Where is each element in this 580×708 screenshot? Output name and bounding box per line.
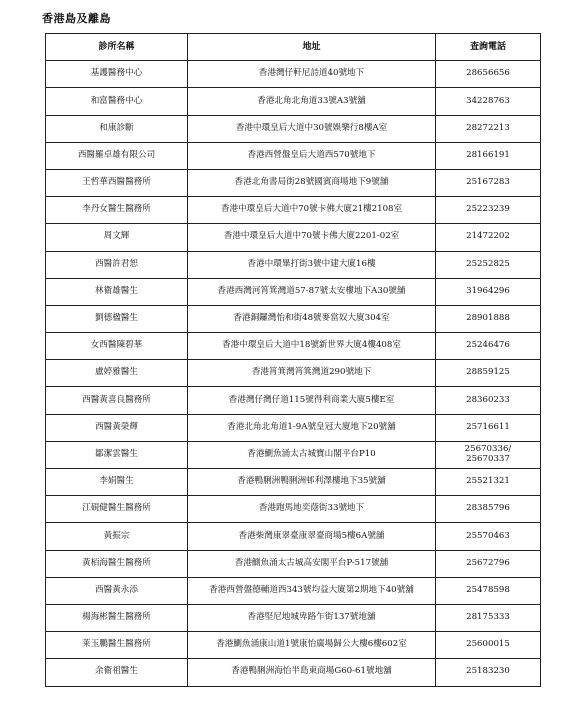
phone-cell: 28901888 <box>436 305 541 332</box>
phone-cell: 31964296 <box>436 278 541 305</box>
clinic-name-cell: 基護醫務中心 <box>46 61 188 88</box>
clinic-name-cell: 江硯健醫生醫務所 <box>46 496 188 523</box>
address-cell: 香港北角北角道1-9A號皇冠大廈地下20號舖 <box>188 414 436 441</box>
address-cell: 香港北角北角道33號A3號舖 <box>188 88 436 115</box>
clinic-name-cell: 西醫許君恕 <box>46 251 188 278</box>
clinic-name-cell: 周文輝 <box>46 224 188 251</box>
table-row <box>46 469 541 496</box>
address-cell: 香港筲箕灣筲箕灣道290號地下 <box>188 360 436 387</box>
table-row <box>46 278 541 305</box>
address-cell: 香港灣仔灣仔道115號得利商業大廈5樓E室 <box>188 387 436 414</box>
address-cell: 香港西營盤皇后大道西570號地下 <box>188 142 436 169</box>
address-cell: 香港鴨脷洲鴨脷洲邨利澤樓地下35號舖 <box>188 469 436 496</box>
address-cell: 香港中環皇后大道中70號卡佛大廈21樓2108室 <box>188 197 436 224</box>
address-cell: 香港西營盤德輔道西343號均益大廈第2期地下40號舖 <box>188 577 436 604</box>
clinic-name-cell: 林衛雄醫生 <box>46 278 188 305</box>
address-cell: 香港鰂魚涌太古城高安閣平台P-517號舖 <box>188 550 436 577</box>
address-cell: 香港柴灣康翠臺康翠臺商場5樓6A號舖 <box>188 523 436 550</box>
address-cell: 香港跑馬地奕蔭街33號地下 <box>188 496 436 523</box>
phone-cell: 25600015 <box>436 632 541 659</box>
table-row <box>46 659 541 686</box>
table-row <box>46 251 541 278</box>
phone-cell: 25478598 <box>436 577 541 604</box>
phone-cell: 28385796 <box>436 496 541 523</box>
phone-cell: 25672796 <box>436 550 541 577</box>
address-cell: 香港中環皇后大道中30號娛樂行8樓A室 <box>188 115 436 142</box>
phone-cell: 25246476 <box>436 333 541 360</box>
header-phone: 查詢電話 <box>436 34 541 61</box>
table-row <box>46 387 541 414</box>
clinic-name-cell: 王哲華西醫醫務所 <box>46 169 188 196</box>
phone-cell: 25183230 <box>436 659 541 686</box>
clinic-name-cell: 劉德楹醫生 <box>46 305 188 332</box>
section-title: 香港島及離島 <box>42 12 111 25</box>
table-row <box>46 142 541 169</box>
address-cell: 香港堅尼地城卑路乍街137號地舖 <box>188 604 436 631</box>
clinic-name-cell: 余衛祖醫生 <box>46 659 188 686</box>
clinic-name-cell: 和富醫務中心 <box>46 88 188 115</box>
phone-cell: 28272213 <box>436 115 541 142</box>
address-cell: 香港中環畢打街3號中建大廈16樓 <box>188 251 436 278</box>
clinic-name-cell: 和康診斷 <box>46 115 188 142</box>
phone-cell: 25716611 <box>436 414 541 441</box>
table-row <box>46 632 541 659</box>
phone-cell: 25252825 <box>436 251 541 278</box>
clinic-name-cell: 西醫黃喜良醫務所 <box>46 387 188 414</box>
address-cell: 香港鴨脷洲海怡半島東商場G60-61號地舖 <box>188 659 436 686</box>
clinic-name-cell: 莱玉鵬醫生醫務所 <box>46 632 188 659</box>
table-row <box>46 169 541 196</box>
clinic-name-cell: 楊海彬醫生醫務所 <box>46 604 188 631</box>
phone-cell: 34228763 <box>436 88 541 115</box>
header-clinic-name: 診所名稱 <box>46 34 188 61</box>
clinic-name-cell: 西醫羅卓雄有限公司 <box>46 142 188 169</box>
clinic-name-cell: 西醫黃榮輝 <box>46 414 188 441</box>
address-cell: 香港銅鑼灣怡和街48號麥當奴大廈304室 <box>188 305 436 332</box>
phone-cell: 28175333 <box>436 604 541 631</box>
address-cell: 香港鰂魚涌康山道1號康怡廣場歸公大樓6樓602室 <box>188 632 436 659</box>
table-row <box>46 115 541 142</box>
clinic-name-cell: 黃栢海醫生醫務所 <box>46 550 188 577</box>
clinic-name-cell: 黃振宗 <box>46 523 188 550</box>
table-row <box>46 577 541 604</box>
clinic-name-cell: 西醫黃永添 <box>46 577 188 604</box>
address-cell: 香港灣仔軒尼詩道40號地下 <box>188 61 436 88</box>
table-row <box>46 523 541 550</box>
address-cell: 香港鰂魚涌太古城寶山閣平台P10 <box>188 441 436 468</box>
table-row <box>46 414 541 441</box>
table-row <box>46 550 541 577</box>
phone-cell: 25167283 <box>436 169 541 196</box>
phone-cell: 28360233 <box>436 387 541 414</box>
table-header-row <box>46 34 541 61</box>
table-row <box>46 197 541 224</box>
table-row <box>46 360 541 387</box>
table-row <box>46 496 541 523</box>
phone-cell: 25670336/ 25670337 <box>436 441 541 468</box>
phone-cell: 25223239 <box>436 197 541 224</box>
table-row <box>46 333 541 360</box>
table-row <box>46 604 541 631</box>
clinic-name-cell: 盧婷雅醫生 <box>46 360 188 387</box>
address-cell: 香港西灣河筲箕灣道57-87號太安樓地下A30號舖 <box>188 278 436 305</box>
phone-cell: 25521321 <box>436 469 541 496</box>
table-row <box>46 88 541 115</box>
phone-cell: 25570463 <box>436 523 541 550</box>
clinic-name-cell: 鄒潔雲醫生 <box>46 441 188 468</box>
phone-cell: 28656656 <box>436 61 541 88</box>
address-cell: 香港中環皇后大道中18號新世界大廈4樓408室 <box>188 333 436 360</box>
table-row <box>46 224 541 251</box>
table-row <box>46 441 541 468</box>
address-cell: 香港北角書局街28號國賓商場地下9號舖 <box>188 169 436 196</box>
address-cell: 香港中環皇后大道中70號卡佛大廈2201-02室 <box>188 224 436 251</box>
clinic-name-cell: 女西醫陳碧華 <box>46 333 188 360</box>
clinic-name-cell: 李丹女醫生醫務所 <box>46 197 188 224</box>
table-row <box>46 61 541 88</box>
table-row <box>46 305 541 332</box>
phone-cell: 21472202 <box>436 224 541 251</box>
header-address: 地址 <box>188 34 436 61</box>
clinic-name-cell: 李娟醫生 <box>46 469 188 496</box>
phone-cell: 28859125 <box>436 360 541 387</box>
phone-cell: 28166191 <box>436 142 541 169</box>
clinic-table <box>45 33 541 687</box>
